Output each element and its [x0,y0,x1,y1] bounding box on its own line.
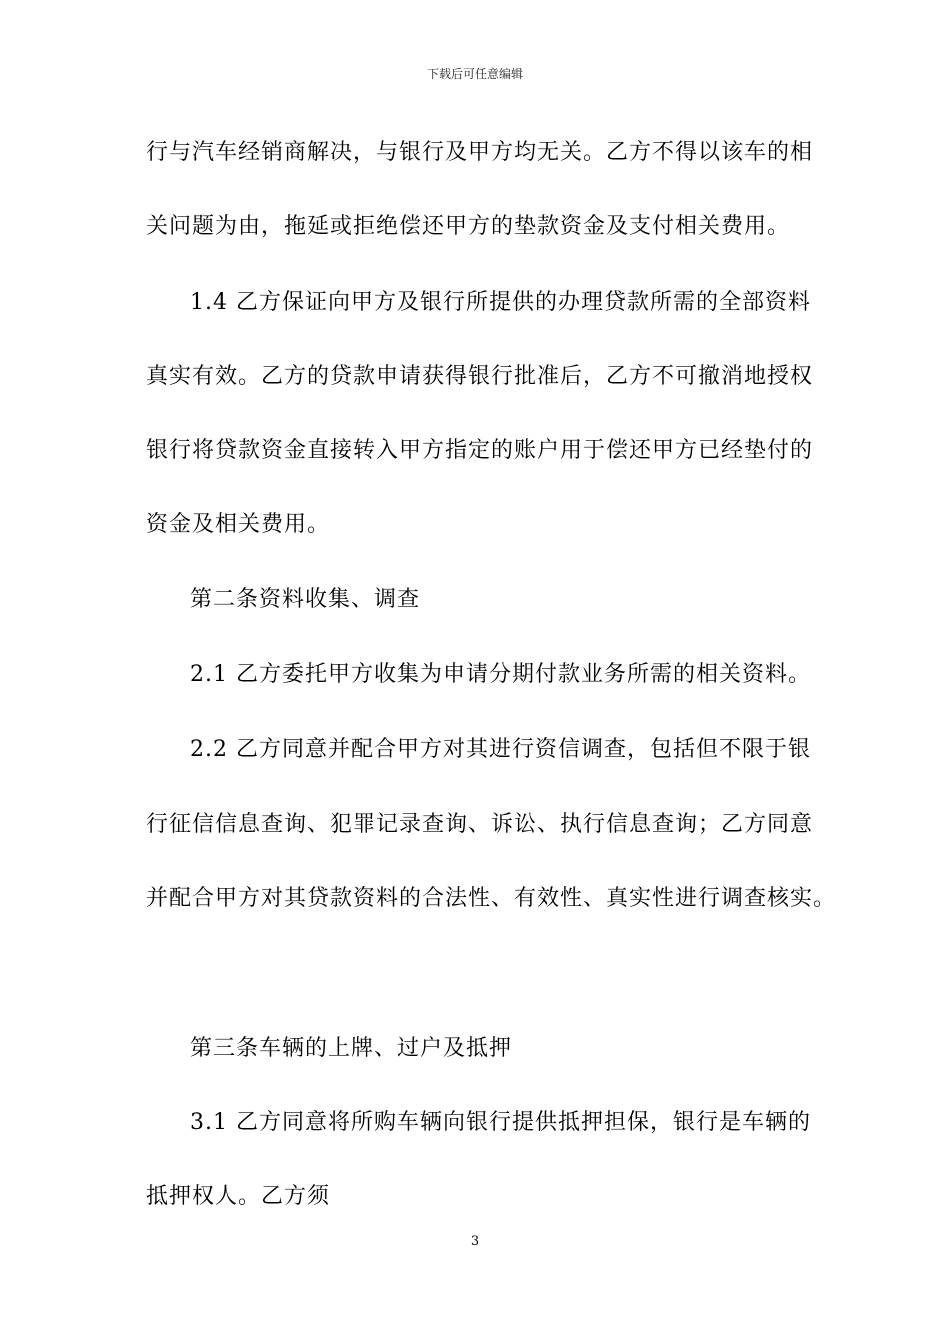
text-line: 2.1 乙方委托甲方收集为申请分期付款业务所需的相关资料。 [190,662,811,687]
page-number: 3 [470,1234,480,1249]
text-line: 行与汽车经销商解决，与银行及甲方均无关。乙方不得以该车的相 [146,140,814,165]
text-line: 并配合甲方对其贷款资料的合法性、有效性、真实性进行调查核实。 [146,886,837,911]
text-line: 银行将贷款资金直接转入甲方指定的账户用于偿还甲方已经垫付的 [146,438,814,463]
text-line: 抵押权人。乙方须 [146,1184,331,1209]
text-line: 2.2 乙方同意并配合甲方对其进行资信调查，包括但不限于银 [190,737,811,762]
text-line: 关问题为由，拖延或拒绝偿还甲方的垫款资金及支付相关费用。 [146,214,791,239]
page-header: 下载后可任意编辑 [426,67,523,81]
text-line: 1.4 乙方保证向甲方及银行所提供的办理贷款所需的全部资料 [190,290,811,315]
section-heading: 第三条车辆的上牌、过户及抵押 [190,1036,513,1061]
text-line: 3.1 乙方同意将所购车辆向银行提供抵押担保，银行是车辆的 [190,1110,811,1135]
text-line: 真实有效。乙方的贷款申请获得银行批准后，乙方不可撤消地授权 [146,364,814,389]
text-line: 行征信信息查询、犯罪记录查询、诉讼、执行信息查询；乙方同意 [146,812,814,837]
section-heading: 第二条资料收集、调查 [190,587,421,612]
text-line: 资金及相关费用。 [146,512,331,537]
